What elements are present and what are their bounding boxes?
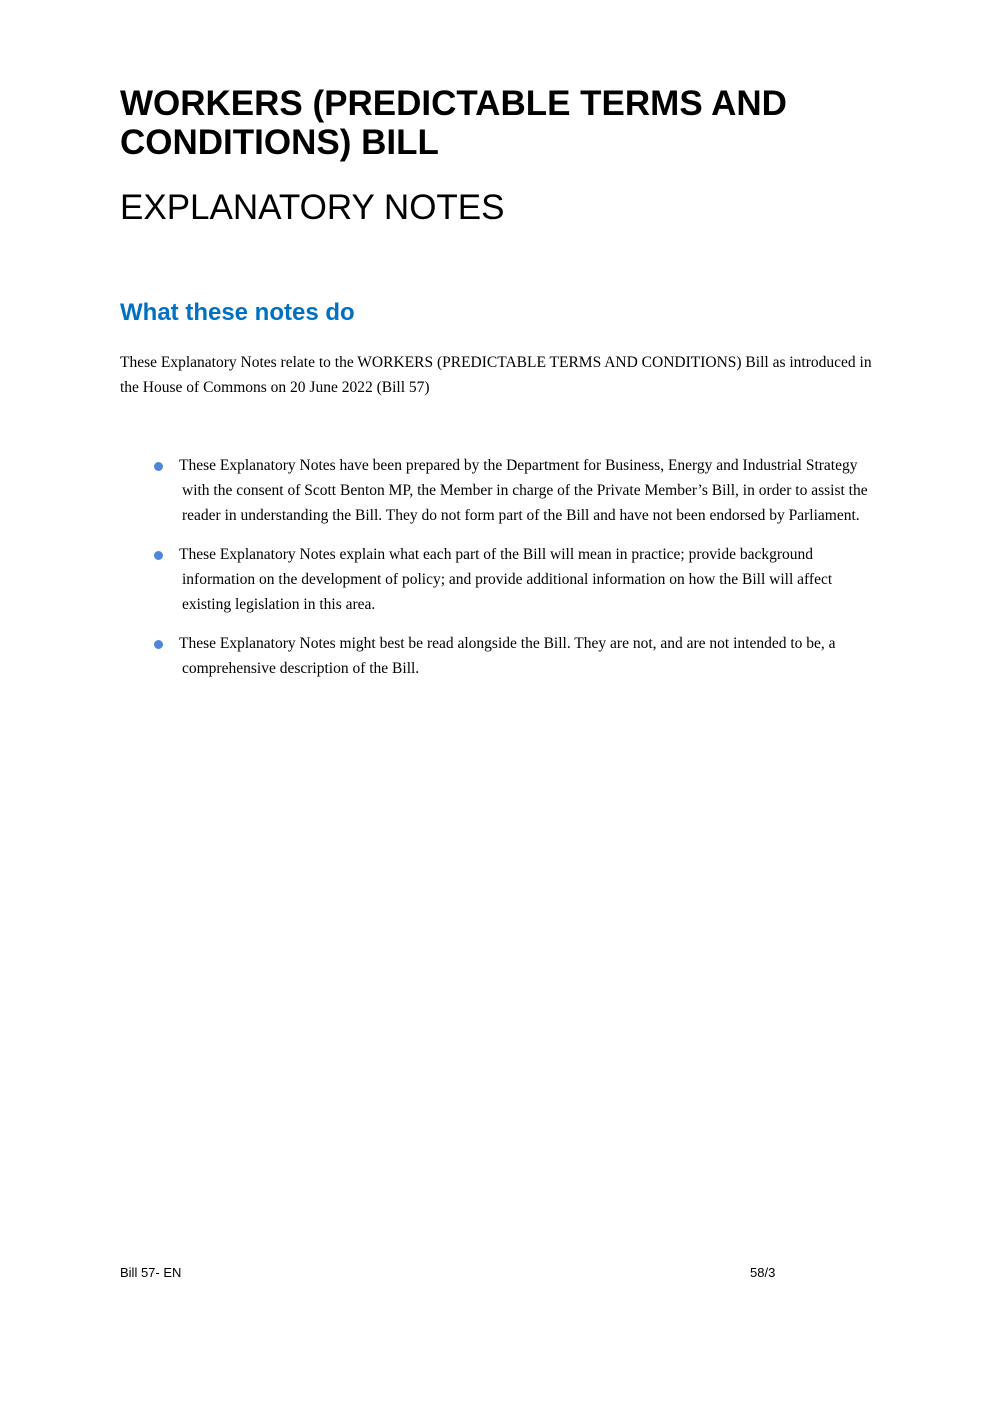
- footer-page-number: 58/3: [750, 1265, 776, 1280]
- list-item: [0, 542, 872, 617]
- list-item-text: These Explanatory Notes have been prepared by the Department for Business, Energy and Industrial Strategy with the consent of Scott Benton MP, the Member in charge of the Private Member’s Bill, in order to assist the reader in understanding the Bill. They do not form part of the Bill and have not been endorsed by Parliament.: [179, 457, 868, 524]
- section-heading: What these notes do: [120, 299, 355, 326]
- bullet-dot-icon: [154, 640, 163, 649]
- list-item-text: These Explanatory Notes might best be read alongside the Bill. They are not, and are not intended to be, a comprehensive description of the Bill.: [179, 635, 836, 677]
- document-title: WORKERS (PREDICTABLE TERMS AND CONDITIONS) BILL: [120, 84, 787, 162]
- footer-bill-reference: Bill 57- EN: [120, 1265, 182, 1280]
- intro-paragraph: These Explanatory Notes relate to the WORKERS (PREDICTABLE TERMS AND CONDITIONS) Bill as introduced in the House of Commons on 20 June 2022 (Bill 57): [120, 354, 872, 396]
- bullet-dot-icon: [154, 462, 163, 471]
- list-item-text: These Explanatory Notes explain what each part of the Bill will mean in practice; provide background information on the development of policy; and provide additional information on how the Bill will affect existing legislation in this area.: [179, 546, 833, 613]
- document-subtitle: EXPLANATORY NOTES: [120, 188, 505, 227]
- list-item: [0, 453, 872, 528]
- bullet-dot-icon: [154, 551, 163, 560]
- list-item: [0, 631, 872, 681]
- bullet-list: [0, 453, 991, 695]
